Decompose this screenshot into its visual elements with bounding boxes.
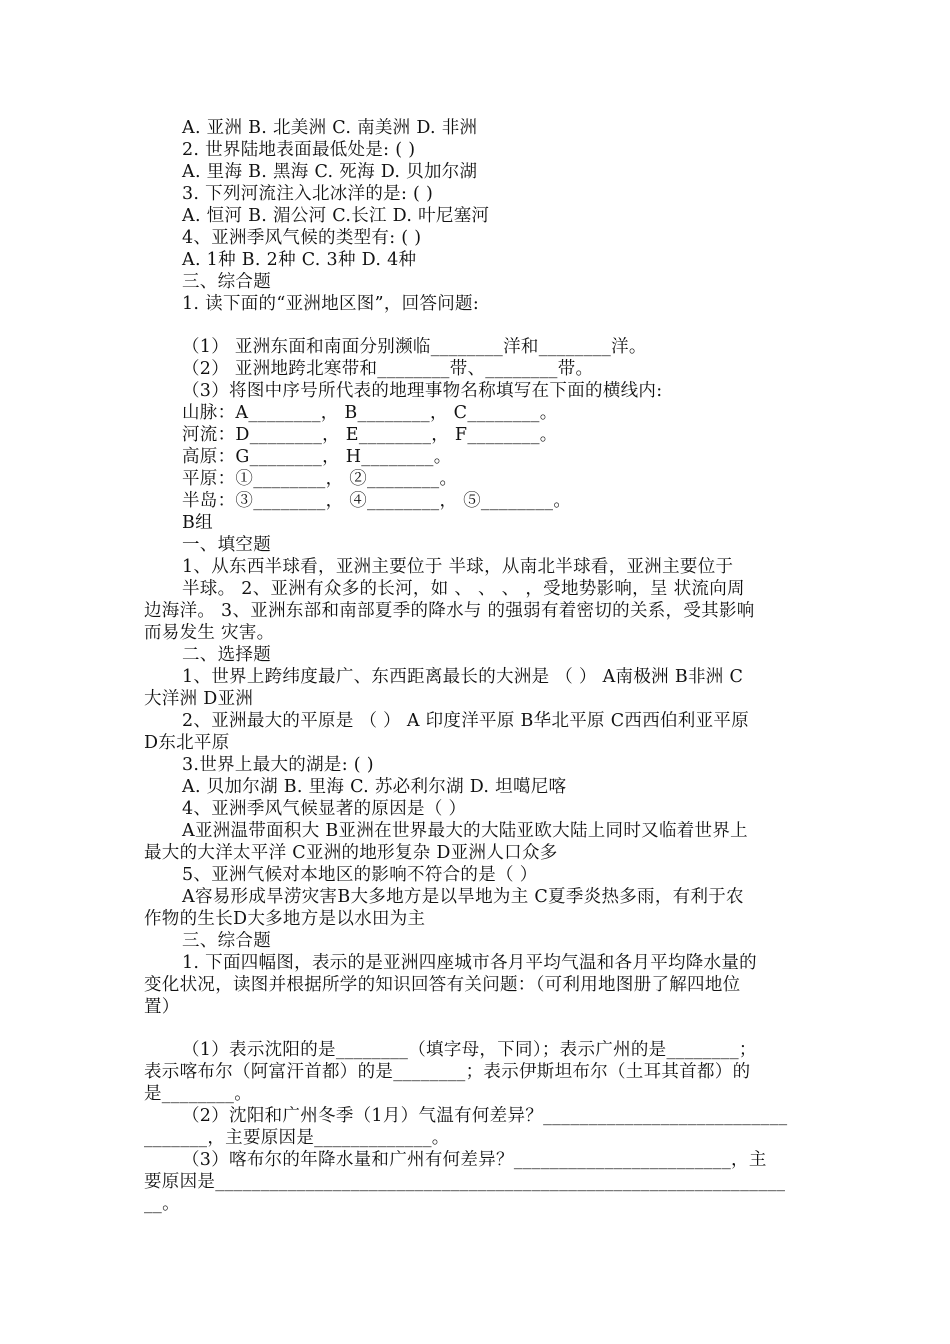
- fill-blank-text: 1、从东西半球看，亚洲主要位于 半球，从南北半球看，亚洲主要位于: [182, 557, 734, 577]
- choice-q4-options: 最大的大洋太平洋 C亚洲的地形复杂 D亚洲人口众多: [144, 843, 558, 863]
- map-subq-3: （3）将图中序号所代表的地理事物名称填写在下面的横线内:: [182, 381, 663, 401]
- climate-subq-3: __。: [144, 1194, 180, 1214]
- q2-question: 2. 世界陆地表面最低处是: ( ): [182, 140, 416, 160]
- group-b-heading: B组: [182, 513, 213, 533]
- fill-rivers: 河流：D________， E________， F________。: [182, 425, 558, 445]
- climate-subq-1: （1）表示沈阳的是________（填字母，下同）；表示广州的是________；: [182, 1040, 757, 1060]
- map-subq-2: （2） 亚洲地跨北寒带和________带、________带。: [182, 359, 594, 379]
- q3-options: A. 恒河 B. 湄公河 C.长江 D. 叶尼塞河: [182, 206, 490, 226]
- climate-question: 置）: [144, 997, 180, 1017]
- climate-subq-2: _______，主要原因是_____________。: [144, 1128, 450, 1148]
- q4-question: 4、亚洲季风气候的类型有: ( ): [182, 228, 422, 248]
- map-question: 1. 读下面的“亚洲地区图”，回答问题:: [182, 294, 480, 314]
- fill-blank-text: 半球。 2、亚洲有众多的长河，如 、 、 、 ，受地势影响，呈 状流向周: [182, 579, 745, 599]
- climate-subq-3: 要原因是_______________________________________________________________: [144, 1172, 786, 1192]
- choice-q2: D东北平原: [144, 733, 230, 753]
- climate-subq-1: 表示喀布尔（阿富汗首都）的是________；表示伊斯坦布尔（土耳其首都）的: [144, 1062, 751, 1082]
- q3-question: 3. 下列河流注入北冰洋的是: ( ): [182, 184, 434, 204]
- choice-q5-options: 作物的生长D大多地方是以水田为主: [144, 909, 426, 929]
- choice-q5: 5、亚洲气候对本地区的影响不符合的是（ ）: [182, 865, 538, 885]
- choice-q4-options: A亚洲温带面积大 B亚洲在世界最大的大陆亚欧大陆上同时又临着世界上: [182, 821, 748, 841]
- climate-question: 1. 下面四幅图，表示的是亚洲四座城市各月平均气温和各月平均降水量的: [182, 953, 757, 973]
- fill-mountains: 山脉：A________， B________， C________。: [182, 403, 558, 423]
- comprehensive-heading: 三、综合题: [182, 931, 271, 951]
- map-subq-1: （1） 亚洲东面和南面分别濒临________洋和________洋。: [182, 337, 647, 357]
- fill-blank-heading: 一、填空题: [182, 535, 271, 555]
- fill-plains: 平原：①________， ②________。: [182, 469, 458, 489]
- fill-blank-text: 而易发生 灾害。: [144, 623, 275, 643]
- choice-q4: 4、亚洲季风气候显著的原因是（ ）: [182, 799, 467, 819]
- choice-q5-options: A容易形成旱涝灾害B大多地方是以旱地为主 C夏季炎热多雨，有利于农: [182, 887, 744, 907]
- choice-q3: 3.世界上最大的湖是: ( ): [182, 755, 374, 775]
- climate-subq-1: 是________。: [144, 1084, 252, 1104]
- choice-heading: 二、选择题: [182, 645, 271, 665]
- choice-q1: 1、世界上跨纬度最广、东西距离最长的大洲是 （ ） A南极洲 B非洲 C: [182, 667, 744, 687]
- fill-peninsulas: 半岛：③________， ④________， ⑤________。: [182, 491, 572, 511]
- fill-blank-text: 边海洋。 3、亚洲东部和南部夏季的降水与 的强弱有着密切的关系，受其影响: [144, 601, 755, 621]
- climate-subq-2: （2）沈阳和广州冬季（1月）气温有何差异？___________________________: [182, 1106, 788, 1126]
- climate-subq-3: （3）喀布尔的年降水量和广州有何差异？________________________，主: [182, 1150, 767, 1170]
- q2-options: A. 里海 B. 黑海 C. 死海 D. 贝加尔湖: [182, 162, 478, 182]
- choice-q1: 大洋洲 D亚洲: [144, 689, 254, 709]
- section-heading: 三、综合题: [182, 272, 271, 292]
- fill-plateaus: 高原：G________， H________。: [182, 447, 452, 467]
- choice-q2: 2、亚洲最大的平原是 （ ） A 印度洋平原 B华北平原 C西西伯利亚平原: [182, 711, 749, 731]
- q1-options: A. 亚洲 B. 北美洲 C. 南美洲 D. 非洲: [182, 118, 478, 138]
- choice-q3-options: A. 贝加尔湖 B. 里海 C. 苏必利尔湖 D. 坦噶尼喀: [182, 777, 567, 797]
- climate-question: 变化状况，读图并根据所学的知识回答有关问题：（可利用地图册了解四地位: [144, 975, 741, 995]
- q4-options: A. 1种 B. 2种 C. 3种 D. 4种: [182, 250, 417, 270]
